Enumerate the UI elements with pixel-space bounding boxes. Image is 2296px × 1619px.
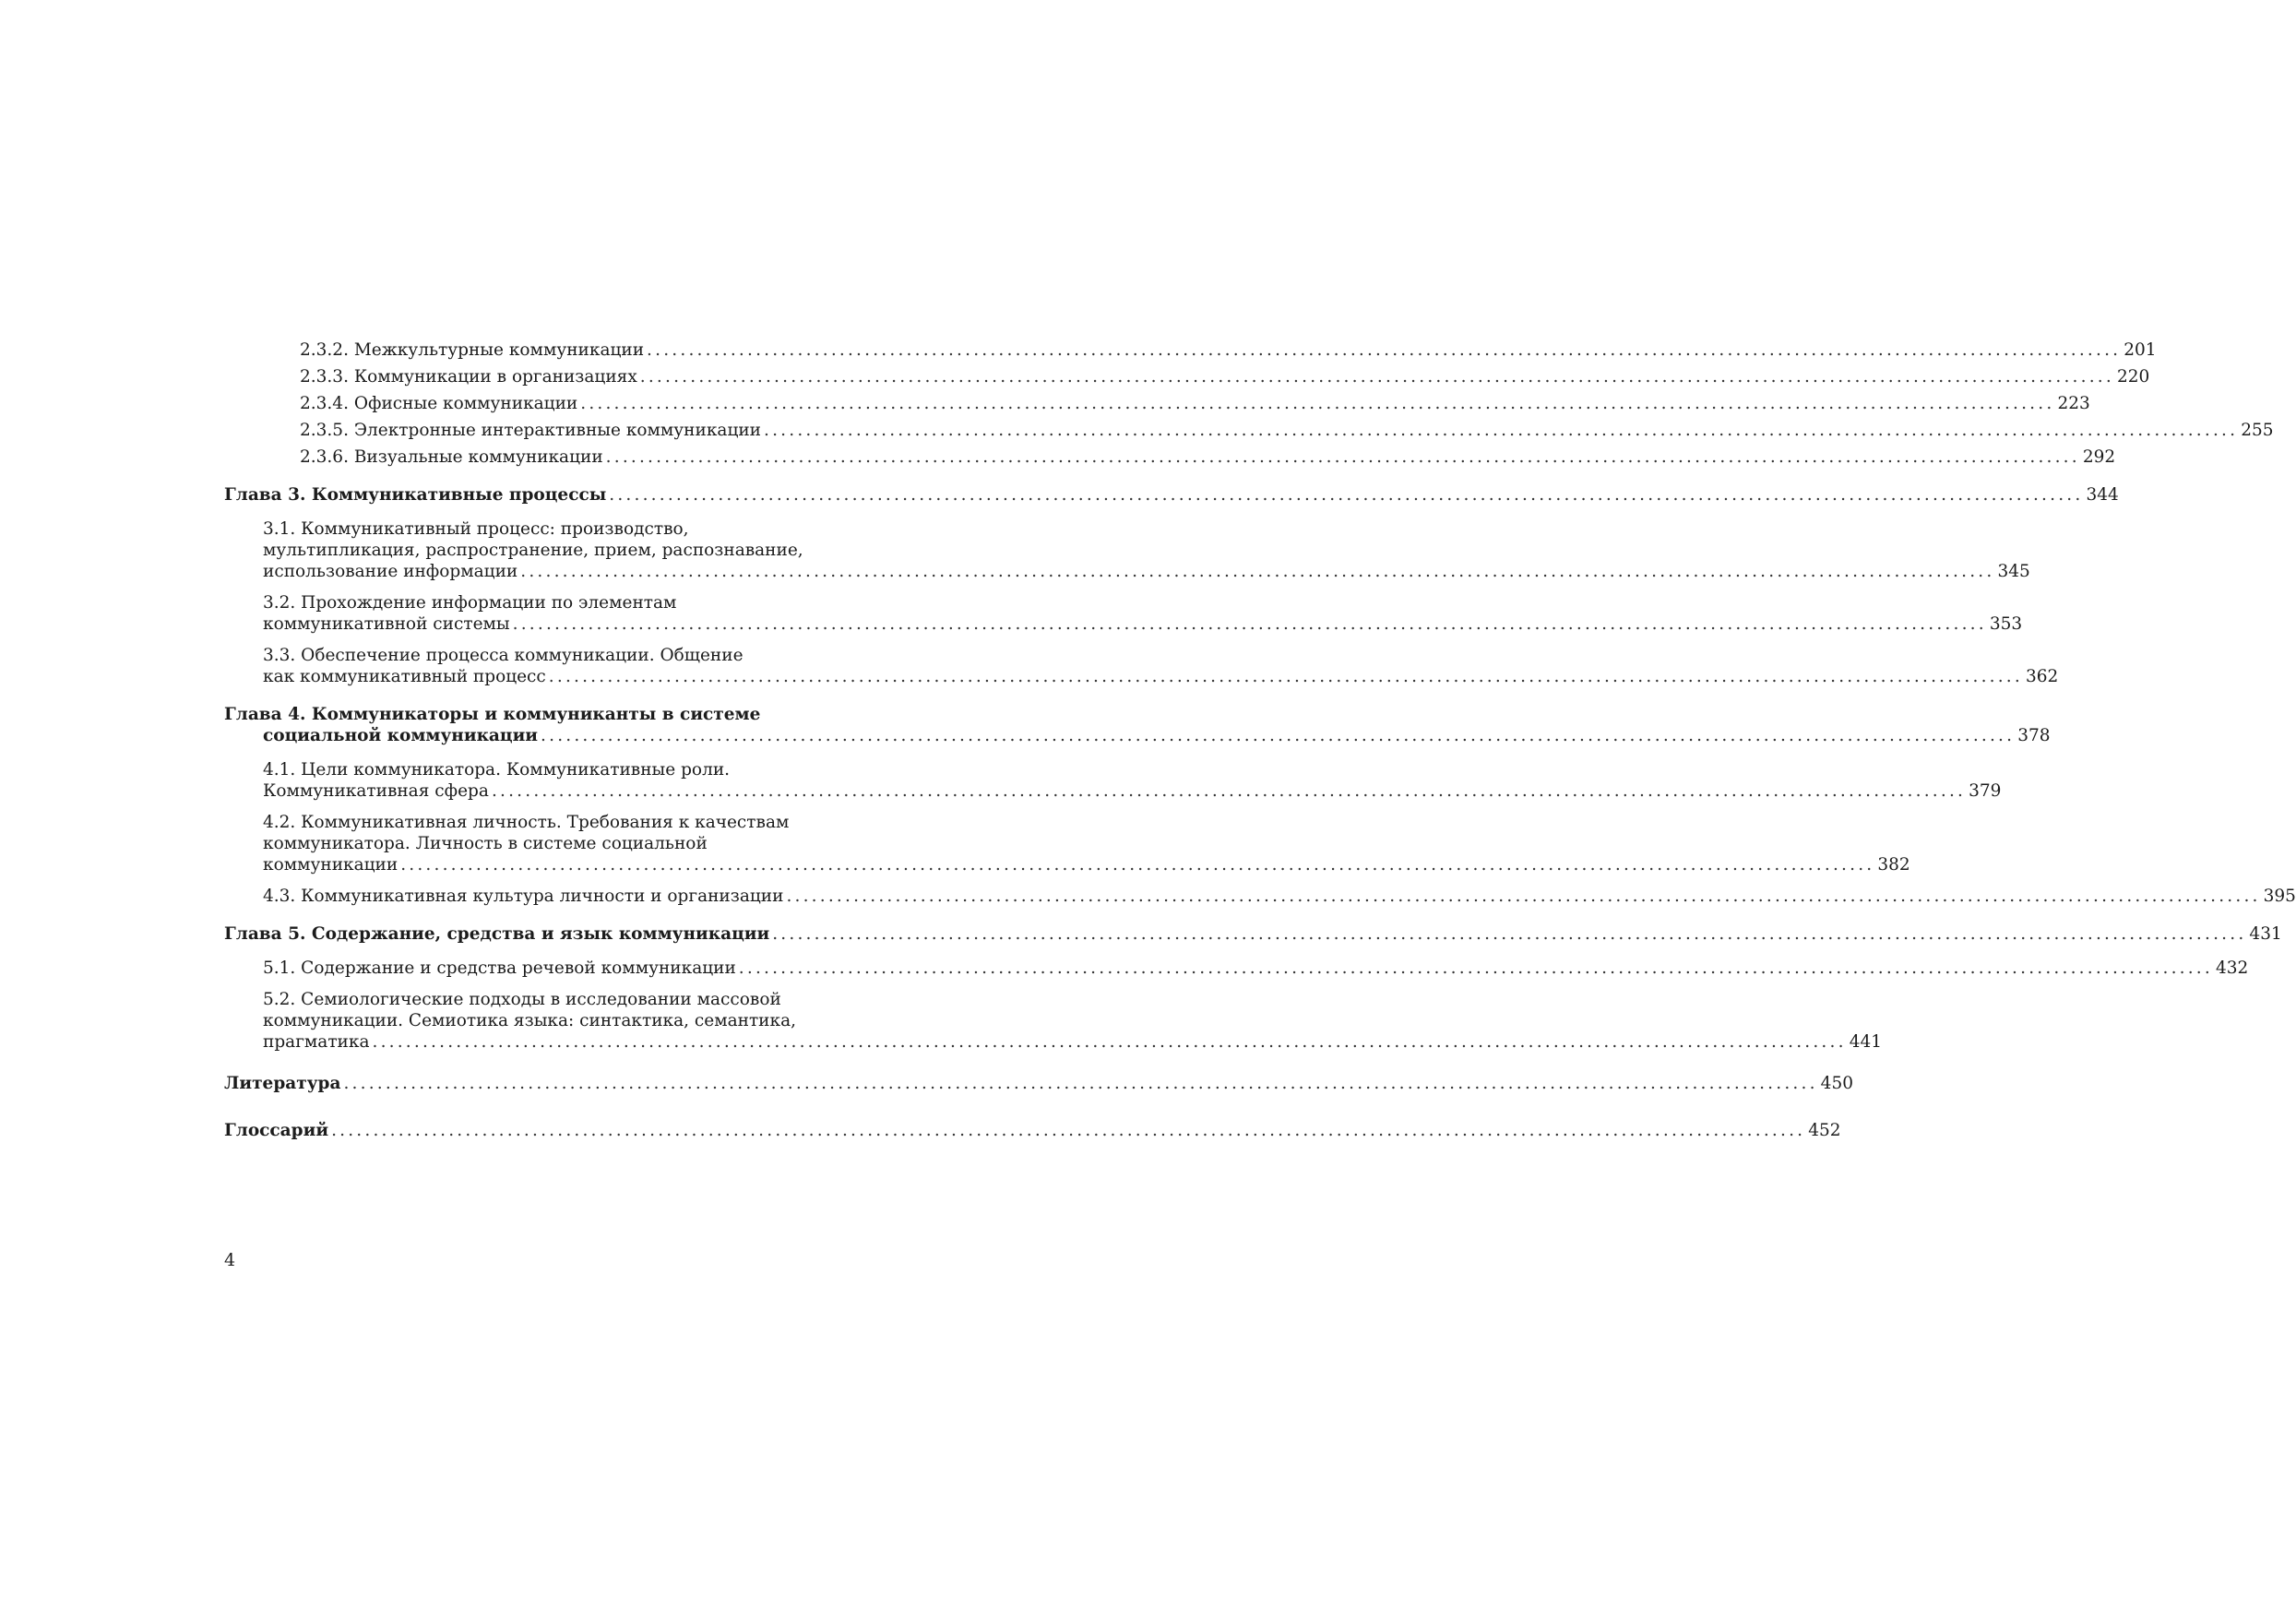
section-page: 345 xyxy=(1997,562,2030,581)
dot-leader xyxy=(372,1031,1846,1053)
toc-entry-2-3-6[interactable] xyxy=(224,441,2116,468)
section-line: 5.1. Содержание и средства речевой коммуникации xyxy=(263,958,736,978)
glossary-title: Глоссарий xyxy=(224,1121,329,1140)
dot-leader xyxy=(331,1120,1805,1141)
chapter-title-line: Глава 4. Коммуникаторы и коммуниканты в системе xyxy=(224,705,761,724)
toc-entry-page: 220 xyxy=(2116,367,2150,387)
toc-chapter-5[interactable] xyxy=(224,923,2282,945)
section-page: 353 xyxy=(1989,614,2023,634)
literature-title: Литература xyxy=(224,1074,341,1093)
section-line: 4.1. Цели коммуникатора. Коммуникативные роли. xyxy=(263,760,731,780)
dot-leader xyxy=(580,393,2054,414)
section-line: коммуникативной системы xyxy=(263,614,510,634)
section-page: 441 xyxy=(1849,1032,1882,1052)
literature-page: 450 xyxy=(1820,1074,1853,1093)
toc-entry-label: 2.3.5. Электронные интерактивные коммуникации xyxy=(300,421,761,440)
dot-leader xyxy=(772,923,2246,945)
dot-leader xyxy=(492,780,1966,802)
toc-section-5-1[interactable] xyxy=(224,958,2249,979)
toc-section-4-3[interactable] xyxy=(224,886,2296,907)
dot-leader xyxy=(400,854,1874,875)
toc-entry-page: 201 xyxy=(2124,340,2157,360)
section-line: 3.2. Прохождение информации по элементам xyxy=(263,593,677,613)
dot-leader xyxy=(640,366,2114,387)
section-line: прагматика xyxy=(263,1032,370,1052)
section-line: 4.3. Коммуникативная культура личности и организации xyxy=(263,887,784,906)
chapter-title: Глава 5. Содержание, средства и язык коммуникации xyxy=(224,924,770,944)
toc-section-5-2[interactable] xyxy=(224,989,1882,1053)
toc-glossary[interactable] xyxy=(224,1120,1841,1141)
dot-leader xyxy=(764,420,2238,441)
toc-chapter-3[interactable] xyxy=(224,484,2119,506)
section-line: 3.1. Коммуникативный процесс: производство, xyxy=(263,519,689,539)
section-line: Коммуникативная сфера xyxy=(263,781,489,801)
toc-section-3-2[interactable] xyxy=(224,592,2023,635)
toc-entry-label: 2.3.4. Офисные коммуникации xyxy=(300,394,578,413)
toc-entry-2-3-4[interactable] xyxy=(224,387,2090,414)
table-of-contents xyxy=(224,334,2296,1141)
chapter-page: 431 xyxy=(2249,924,2282,944)
toc-entry-2-3-5[interactable] xyxy=(224,414,2274,441)
dot-leader xyxy=(786,886,2260,907)
section-line: коммуникации. Семиотика языка: синтактика, семантика, xyxy=(263,1011,796,1030)
chapter-page: 378 xyxy=(2017,726,2051,745)
section-line: 4.2. Коммуникативная личность. Требования к качествам xyxy=(263,813,790,832)
section-page: 432 xyxy=(2215,958,2249,978)
toc-section-3-1[interactable] xyxy=(224,518,2030,582)
section-page: 382 xyxy=(1877,855,1910,875)
section-page: 379 xyxy=(1969,781,2002,801)
glossary-page: 452 xyxy=(1808,1121,1841,1140)
toc-entry-2-3-2[interactable] xyxy=(224,334,2157,361)
section-line: коммуникации xyxy=(263,855,399,875)
chapter-page: 344 xyxy=(2086,485,2119,505)
dot-leader xyxy=(739,958,2213,979)
toc-entry-label: 2.3.6. Визуальные коммуникации xyxy=(300,447,603,467)
toc-section-4-2[interactable] xyxy=(224,812,1910,875)
section-page: 362 xyxy=(2025,667,2059,686)
toc-entry-page: 255 xyxy=(2241,421,2274,440)
page-number: 4 xyxy=(224,1250,236,1270)
toc-entry-page: 223 xyxy=(2057,394,2090,413)
dot-leader xyxy=(513,613,1987,635)
section-line: 5.2. Семиологические подходы в исследовании массовой xyxy=(263,990,781,1009)
toc-entry-page: 292 xyxy=(2082,447,2116,467)
dot-leader xyxy=(520,561,1994,582)
toc-literature[interactable] xyxy=(224,1073,1853,1094)
dot-leader xyxy=(541,725,2015,746)
toc-entry-label: 2.3.3. Коммуникации в организациях xyxy=(300,367,637,387)
toc-entry-label: 2.3.2. Межкультурные коммуникации xyxy=(300,340,645,360)
section-line: мультипликация, распространение, прием, распознавание, xyxy=(263,541,803,560)
dot-leader xyxy=(609,484,2083,506)
section-page: 395 xyxy=(2263,887,2296,906)
section-line: использование информации xyxy=(263,562,518,581)
toc-entry-2-3-3[interactable] xyxy=(224,361,2150,387)
section-line: как коммуникативный процесс xyxy=(263,667,546,686)
section-line: коммуникатора. Личность в системе социальной xyxy=(263,834,708,853)
dot-leader xyxy=(343,1073,1817,1094)
toc-chapter-4[interactable] xyxy=(224,704,2051,746)
toc-section-3-3[interactable] xyxy=(224,645,2059,687)
dot-leader xyxy=(606,446,2080,468)
toc-section-4-1[interactable] xyxy=(224,759,2002,802)
chapter-title: Глава 3. Коммуникативные процессы xyxy=(224,485,607,505)
section-line: 3.3. Обеспечение процесса коммуникации. Общение xyxy=(263,646,744,665)
chapter-title-line: социальной коммуникации xyxy=(263,726,539,745)
dot-leader xyxy=(647,339,2121,361)
dot-leader xyxy=(549,666,2023,687)
